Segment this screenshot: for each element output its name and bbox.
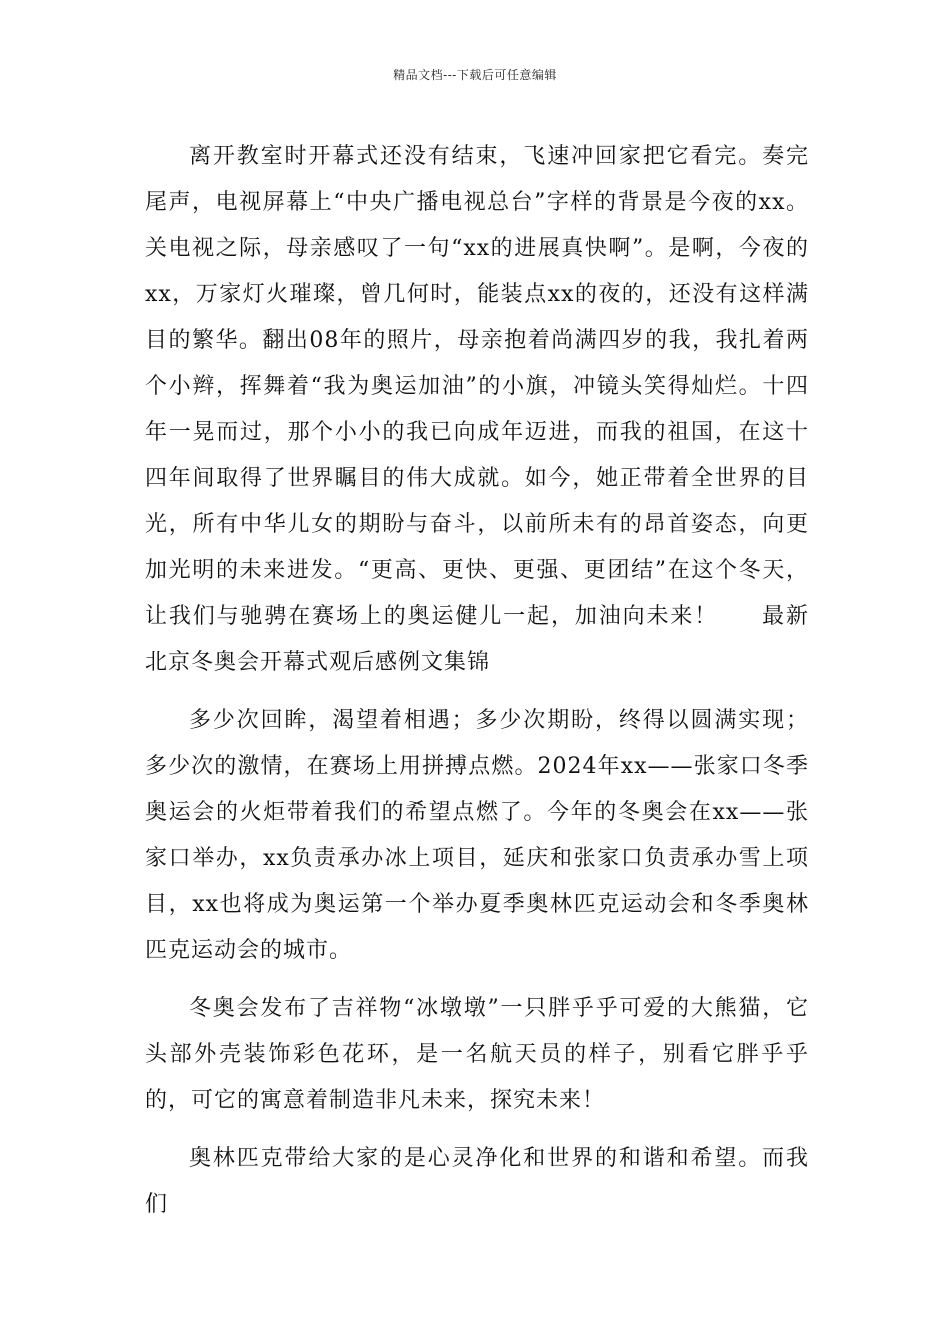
paragraph-text: 离开教室时开幕式还没有结束，飞速冲回家把它看完。奏完尾声，电视屏幕上“中央广播电视总台”字样的背景是今夜的xx。关电视之际，母亲感叹了一句“xx的进展真快啊”。是啊，今夜的xx，万家灯火璀璨，曾几何时，能装点xx的夜的，还没有这样满目的繁华。翻出08年的照片，母亲抱着尚满四岁的我，我扎着两个小辫，挥舞着“我为奥运加油”的小旗，冲镜头笑得灿烂。十四年一晃而过，那个小小的我已向成年迈进，而我的祖国，在这十四年间取得了世界瞩目的伟大成就。如今，她正带着全世界的目光，所有中华儿女的期盼与奋斗，以前所未有的昂首姿态，向更加光明的未来进发。“更高、更快、更强、更团结”在这个冬天，让我们与驰骋在赛场上的奥运健儿一起，加油向未来！	[145, 144, 809, 629]
article-title-heading: 最新北京冬奥会开幕式观后感例文集锦	[145, 604, 809, 675]
paragraph: 冬奥会发布了吉祥物“冰墩墩”一只胖乎乎可爱的大熊猫，它头部外壳装饰彩色花环，是一名航天员的样子，别看它胖乎乎的，可它的寓意着制造非凡未来，探究未来！	[145, 996, 809, 1113]
document-body	[145, 134, 809, 1240]
paragraph: 奥林匹克带给大家的是心灵净化和世界的和谐和希望。而我们	[145, 1146, 809, 1217]
paragraph	[145, 134, 809, 686]
paragraph: 多少次回眸，渴望着相遇；多少次期盼，终得以圆满实现；多少次的激情，在赛场上用拼搏点燃。2024年xx——张家口冬季奥运会的火炬带着我们的希望点燃了。今年的冬奥会在xx——张家口举办，xx负责承办冰上项目，延庆和张家口负责承办雪上项目，xx也将成为奥运第一个举办夏季奥林匹克运动会和冬季奥林匹克运动会的城市。	[145, 708, 809, 963]
page-header: 精品文档---下载后可任意编辑	[393, 68, 557, 82]
